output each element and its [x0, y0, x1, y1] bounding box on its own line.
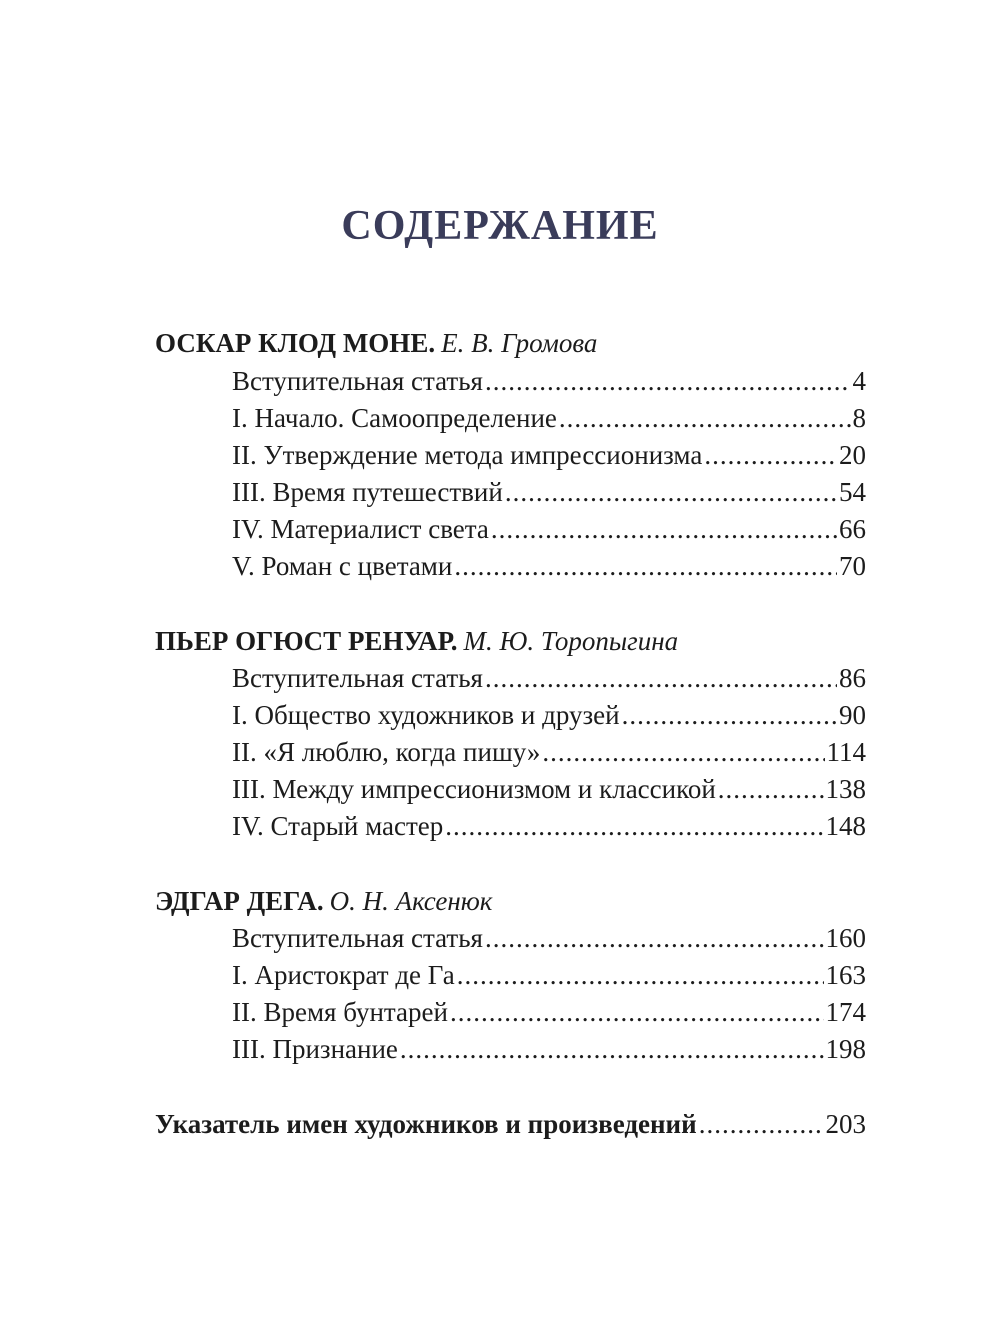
toc-entry-page: 70 [839, 551, 866, 581]
toc-entry-page: 4 [852, 366, 866, 396]
dot-leader [559, 400, 851, 436]
toc-entry-page: 148 [825, 811, 866, 841]
toc-entry[interactable] [232, 920, 866, 956]
toc-entry[interactable] [232, 511, 866, 547]
toc-entry-label: II. Время бунтарей [232, 997, 448, 1027]
dot-leader [542, 734, 824, 770]
dot-leader [622, 697, 837, 733]
section-author: Е. В. Громова [441, 328, 598, 358]
dot-leader [485, 920, 824, 956]
section-heading-renoir [155, 623, 678, 659]
toc-entry-page: 66 [839, 514, 866, 544]
dot-leader [457, 957, 824, 993]
dot-leader [485, 363, 851, 399]
dot-leader [718, 771, 824, 807]
dot-leader [450, 994, 824, 1030]
toc-entry-label: III. Между импрессионизмом и классикой [232, 774, 716, 804]
toc-entry[interactable] [232, 734, 866, 770]
toc-entry[interactable] [232, 771, 866, 807]
toc-entry[interactable] [232, 660, 866, 696]
toc-entry-label: IV. Материалист света [232, 514, 489, 544]
toc-entry-page: 90 [839, 700, 866, 730]
section-heading-degas [155, 883, 492, 919]
toc-entry[interactable] [232, 363, 866, 399]
dot-leader [454, 548, 837, 584]
toc-entry-page: 8 [852, 403, 866, 433]
page-title: СОДЕРЖАНИЕ [341, 203, 659, 249]
toc-entry-label: I. Общество художников и друзей [232, 700, 620, 730]
toc-entry[interactable] [232, 548, 866, 584]
toc-entry-page: 174 [825, 997, 866, 1027]
toc-entry-label: Вступительная статья [232, 663, 483, 693]
dot-leader [491, 511, 837, 547]
toc-entry[interactable] [232, 808, 866, 844]
section-name: ЭДГАР ДЕГА. [155, 886, 324, 916]
toc-entry-label: I. Аристократ де Га [232, 960, 455, 990]
toc-entry-label: Вступительная статья [232, 923, 483, 953]
section-author: О. Н. Аксенюк [329, 886, 493, 916]
toc-entry-page: 198 [825, 1034, 866, 1064]
toc-entry-label: Указатель имен художников и произведений [155, 1109, 697, 1139]
dot-leader [445, 808, 823, 844]
toc-entry-page: 160 [825, 923, 866, 953]
section-author: М. Ю. Торопыгина [463, 626, 679, 656]
toc-entry-label: II. «Я люблю, когда пишу» [232, 737, 541, 767]
toc-entry-page: 163 [825, 960, 866, 990]
toc-entry-label: I. Начало. Самоопределение [232, 403, 557, 433]
section-heading-monet [155, 325, 597, 361]
toc-entry[interactable] [232, 400, 866, 436]
toc-entry-page: 20 [839, 440, 866, 470]
toc-entry[interactable] [232, 697, 866, 733]
dot-leader [704, 437, 837, 473]
toc-entry-page: 114 [826, 737, 866, 767]
toc-entry[interactable] [232, 437, 866, 473]
toc-entry[interactable] [232, 957, 866, 993]
toc-entry-label: III. Время путешествий [232, 477, 503, 507]
toc-entry[interactable] [232, 994, 866, 1030]
toc-entry-label: III. Признание [232, 1034, 398, 1064]
section-name: ПЬЕР ОГЮСТ РЕНУАР. [155, 626, 458, 656]
toc-entry-page: 203 [825, 1109, 866, 1139]
toc-entry-label: Вступительная статья [232, 366, 483, 396]
toc-entry-page: 138 [825, 774, 866, 804]
section-name: ОСКАР КЛОД МОНЕ. [155, 328, 436, 358]
toc-entry[interactable] [232, 1031, 866, 1067]
toc-entry-label: V. Роман с цветами [232, 551, 453, 581]
dot-leader [505, 474, 837, 510]
toc-entry-page: 54 [839, 477, 866, 507]
dot-leader [699, 1106, 824, 1142]
toc-entry[interactable] [232, 474, 866, 510]
toc-entry-index[interactable] [155, 1106, 866, 1142]
toc-entry-label: IV. Старый мастер [232, 811, 444, 841]
dot-leader [400, 1031, 824, 1067]
toc-entry-page: 86 [839, 663, 866, 693]
toc-entry-label: II. Утверждение метода импрессионизма [232, 440, 703, 470]
dot-leader [485, 660, 837, 696]
